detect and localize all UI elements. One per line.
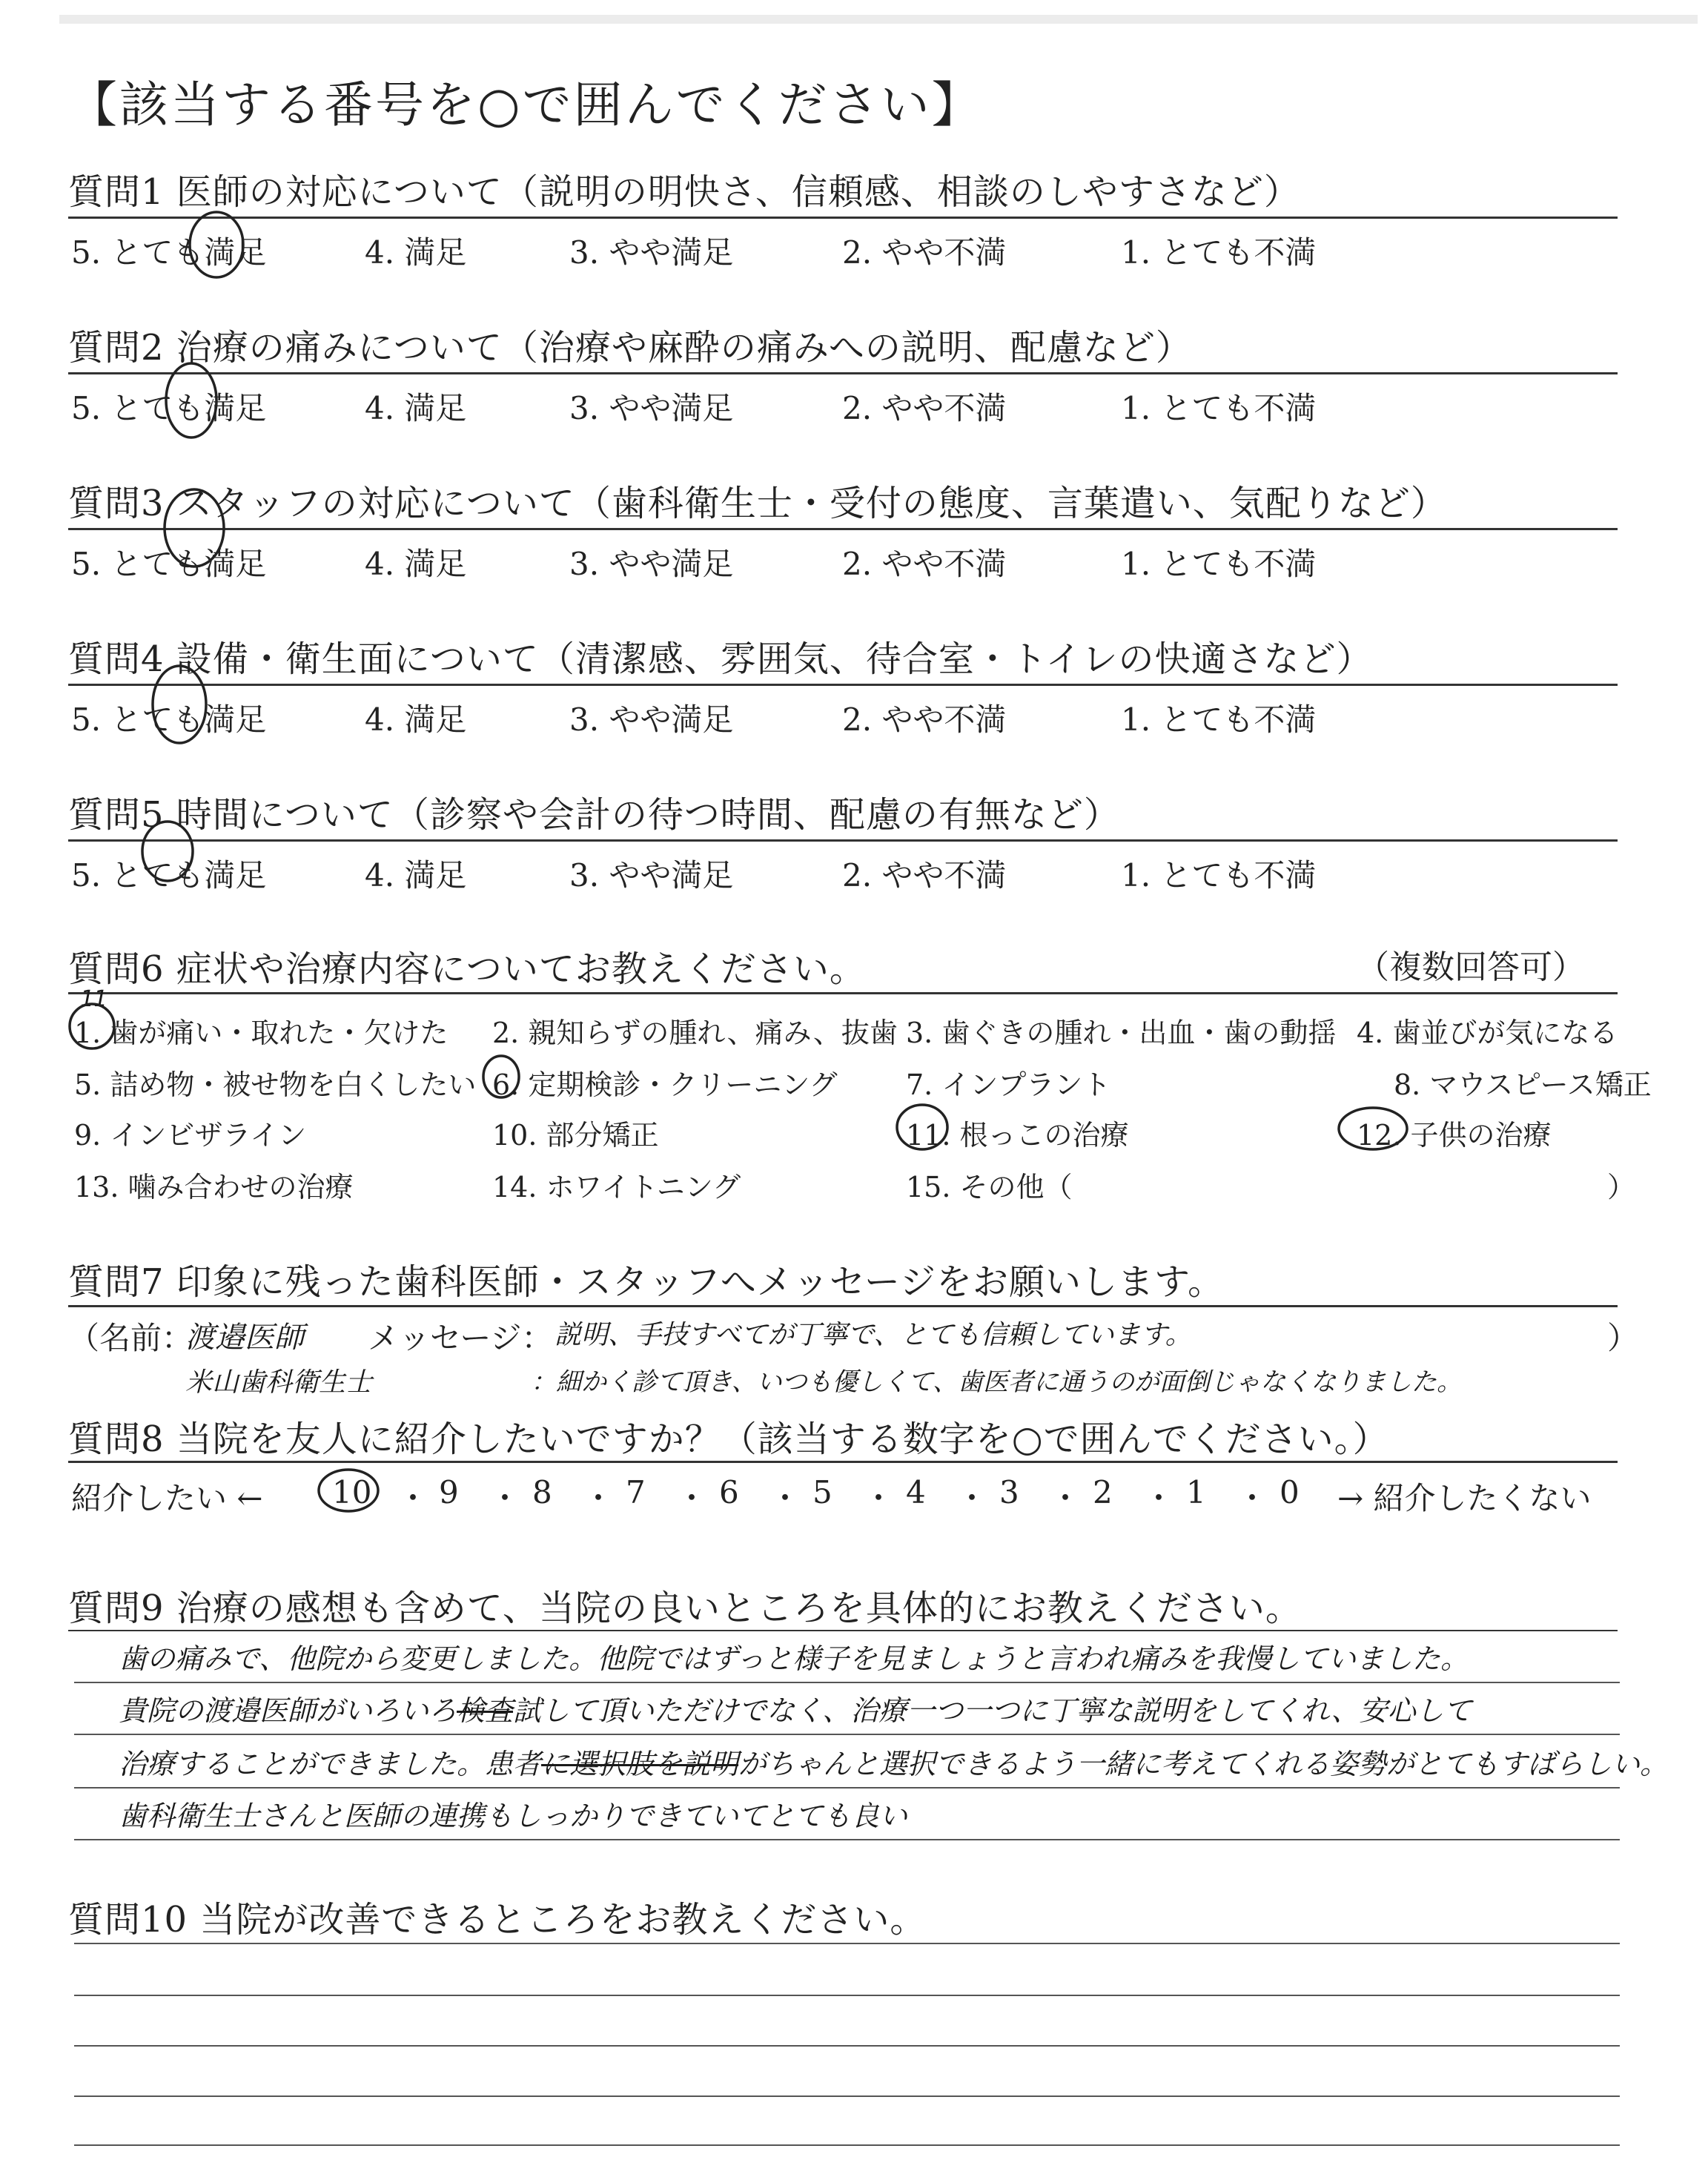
divider bbox=[68, 684, 1618, 686]
writing-line bbox=[74, 1734, 1620, 1735]
message-close: ） bbox=[1607, 1320, 1639, 1356]
question-7-title: 質問7 印象に残った歯科医師・スタッフへメッセージをお願いします。 bbox=[68, 1261, 1225, 1303]
writing-line[interactable] bbox=[74, 1995, 1620, 1996]
divider bbox=[68, 839, 1618, 842]
q5-option-4[interactable]: 4. 満足 bbox=[365, 857, 467, 894]
comment-line-2-end: 試して頂いただけでなく、治療一つ一つに丁寧な説明をしてくれ、安心して bbox=[513, 1694, 1472, 1727]
scale-dot: ・ bbox=[676, 1480, 708, 1516]
q6-option-14[interactable]: 14. ホワイトニング bbox=[492, 1171, 741, 1203]
q2-option-4[interactable]: 4. 満足 bbox=[365, 390, 467, 426]
q5-option-1[interactable]: 1. とても不満 bbox=[1121, 857, 1317, 894]
q3-option-4[interactable]: 4. 満足 bbox=[365, 546, 467, 582]
divider bbox=[68, 528, 1618, 530]
q5-option-2[interactable]: 2. やや不満 bbox=[842, 857, 1007, 894]
scale-9[interactable]: 9 bbox=[439, 1474, 459, 1510]
scale-dot: ・ bbox=[863, 1480, 895, 1516]
q6-option-4[interactable]: 4. 歯並びが気になる bbox=[1357, 1017, 1618, 1049]
q5-option-3[interactable]: 3. やや満足 bbox=[569, 857, 734, 894]
comment-line-3 bbox=[119, 1741, 1668, 1782]
writing-line[interactable] bbox=[74, 1943, 1620, 1944]
divider bbox=[68, 992, 1618, 994]
writing-line bbox=[74, 1839, 1620, 1840]
q6-option-8[interactable]: 8. マウスピース矯正 bbox=[1394, 1069, 1652, 1101]
staff-message-1: 説明、手技すべてが丁寧で、とても信頼しています。 bbox=[555, 1320, 1192, 1350]
q1-option-3[interactable]: 3. やや満足 bbox=[569, 234, 734, 271]
q6-option-7[interactable]: 7. インプラント bbox=[906, 1069, 1111, 1101]
q6-option-2[interactable]: 2. 親知らずの腫れ、痛み、抜歯 bbox=[492, 1017, 898, 1049]
divider bbox=[68, 1305, 1618, 1307]
comment-line-3-start: 治療することができました。患者 bbox=[119, 1748, 542, 1780]
q6-other-close: ） bbox=[1607, 1171, 1636, 1203]
comment-line-1: 歯の痛みで、他院から変更しました。他院ではずっと様子を見ましょうと言われ痛みを我慢していました。 bbox=[119, 1642, 1469, 1675]
writing-line[interactable] bbox=[74, 2144, 1620, 2146]
q6-option-12[interactable]: 12. 子供の治療 bbox=[1357, 1119, 1552, 1152]
scale-6[interactable]: 6 bbox=[719, 1474, 739, 1510]
q4-option-2[interactable]: 2. やや不満 bbox=[842, 701, 1007, 738]
writing-line[interactable] bbox=[74, 2045, 1620, 2047]
scale-3[interactable]: 3 bbox=[999, 1474, 1019, 1510]
comment-line-4: 歯科衛生士さんと医師の連携もしっかりできていてとても良い bbox=[119, 1800, 908, 1832]
multiple-answers-note: （複数回答可） bbox=[1357, 948, 1585, 986]
scale-dot: ・ bbox=[769, 1480, 801, 1516]
struck-text: 検査 bbox=[457, 1694, 514, 1727]
q1-option-4[interactable]: 4. 満足 bbox=[365, 234, 467, 271]
comment-line-2-start: 貴院の渡邉医師がいろいろ bbox=[119, 1694, 457, 1727]
q3-option-3[interactable]: 3. やや満足 bbox=[569, 546, 734, 582]
scale-dot: ・ bbox=[397, 1480, 429, 1516]
scale-7[interactable]: 7 bbox=[626, 1474, 646, 1510]
q6-option-13[interactable]: 13. 噛み合わせの治療 bbox=[74, 1171, 354, 1203]
comment-line-3-end: がちゃんと選択できるよう一緒に考えてくれる姿勢がとてもすばらしい。 bbox=[738, 1748, 1669, 1780]
writing-line bbox=[74, 1787, 1620, 1789]
question-8-title: 質問8 当院を友人に紹介したいですか？（該当する数字を○で囲んでください。） bbox=[68, 1418, 1389, 1460]
scale-dot: ・ bbox=[956, 1480, 988, 1516]
divider bbox=[68, 372, 1618, 374]
q4-option-5[interactable]: 5. とても満足 bbox=[71, 701, 267, 738]
question-3-title: 質問3 スタッフの対応について（歯科衛生士・受付の態度、言葉遣い、気配りなど） bbox=[68, 483, 1447, 524]
scan-edge bbox=[59, 15, 1698, 24]
q3-option-1[interactable]: 1. とても不満 bbox=[1121, 546, 1317, 582]
staff-name-1: 渡邉医師 bbox=[185, 1321, 304, 1355]
scale-0[interactable]: 0 bbox=[1280, 1474, 1300, 1510]
page-title: 【該当する番号を○で囲んでください】 bbox=[68, 76, 983, 133]
q6-option-10[interactable]: 10. 部分矯正 bbox=[492, 1119, 659, 1152]
scale-dot: ・ bbox=[1050, 1480, 1082, 1516]
staff-name-2: 米山歯科衛生士 bbox=[185, 1367, 373, 1398]
q6-option-15[interactable]: 15. その他（ bbox=[906, 1171, 1073, 1203]
divider bbox=[68, 1461, 1618, 1463]
divider bbox=[68, 217, 1618, 219]
question-6-title: 質問6 症状や治療内容についてお教えください。 bbox=[68, 948, 866, 990]
scale-8[interactable]: 8 bbox=[532, 1474, 552, 1510]
q2-option-5[interactable]: 5. とても満足 bbox=[71, 390, 267, 426]
question-4-title: 質問4 設備・衛生面について（清潔感、雰囲気、待合室・トイレの快適さなど） bbox=[68, 638, 1373, 680]
scale-dot: ・ bbox=[1143, 1480, 1175, 1516]
scale-dot: ・ bbox=[1237, 1480, 1268, 1516]
question-9-title: 質問9 治療の感想も含めて、当院の良いところを具体的にお教えください。 bbox=[68, 1588, 1302, 1629]
comment-line-2 bbox=[119, 1688, 1472, 1728]
q6-option-9[interactable]: 9. インビザライン bbox=[74, 1119, 307, 1152]
q6-option-1[interactable]: 1. 歯が痛い・取れた・欠けた bbox=[74, 1017, 448, 1049]
recommend-right-label: → 紹介したくない bbox=[1337, 1480, 1592, 1516]
q1-option-5[interactable]: 5. とても満足 bbox=[71, 234, 267, 271]
scale-dot: ・ bbox=[583, 1480, 615, 1516]
scale-4[interactable]: 4 bbox=[906, 1474, 926, 1510]
message-label: メッセージ： bbox=[368, 1320, 553, 1356]
q1-option-1[interactable]: 1. とても不満 bbox=[1121, 234, 1317, 271]
scale-1[interactable]: 1 bbox=[1186, 1474, 1206, 1510]
q6-option-5[interactable]: 5. 詰め物・被せ物を白くしたい bbox=[74, 1069, 477, 1101]
q3-option-2[interactable]: 2. やや不満 bbox=[842, 546, 1007, 582]
q6-handwritten-annotation: 11 bbox=[80, 986, 107, 1012]
q3-option-5[interactable]: 5. とても満足 bbox=[71, 546, 267, 582]
question-10-title: 質問10 当院が改善できるところをお教えください。 bbox=[68, 1899, 927, 1941]
q5-option-5[interactable]: 5. とても満足 bbox=[71, 857, 267, 894]
scale-5[interactable]: 5 bbox=[812, 1474, 833, 1510]
q4-option-3[interactable]: 3. やや満足 bbox=[569, 701, 734, 738]
scale-10[interactable]: 10 bbox=[332, 1474, 372, 1510]
q2-option-3[interactable]: 3. やや満足 bbox=[569, 390, 734, 426]
q6-option-6[interactable]: 6. 定期検診・クリーニング bbox=[492, 1069, 838, 1101]
q2-option-1[interactable]: 1. とても不満 bbox=[1121, 390, 1317, 426]
question-2-title: 質問2 治療の痛みについて（治療や麻酔の痛みへの説明、配慮など） bbox=[68, 327, 1192, 369]
scale-2[interactable]: 2 bbox=[1093, 1474, 1113, 1510]
scale-dot: ・ bbox=[489, 1480, 521, 1516]
q6-option-3[interactable]: 3. 歯ぐきの腫れ・出血・歯の動揺 bbox=[906, 1017, 1337, 1049]
recommend-left-label: 紹介したい ← bbox=[71, 1480, 263, 1516]
q4-option-4[interactable]: 4. 満足 bbox=[365, 701, 467, 738]
q4-option-1[interactable]: 1. とても不満 bbox=[1121, 701, 1317, 738]
writing-line[interactable] bbox=[74, 2095, 1620, 2097]
staff-message-2: ：細かく診て頂き、いつも優しくて、歯医者に通うのが面倒じゃなくなりました。 bbox=[531, 1367, 1462, 1397]
struck-text: に選択肢を説明 bbox=[541, 1748, 739, 1780]
q1-option-2[interactable]: 2. やや不満 bbox=[842, 234, 1007, 271]
divider bbox=[68, 1630, 1618, 1631]
q6-option-11[interactable]: 11. 根っこの治療 bbox=[906, 1119, 1129, 1152]
name-label: （名前： bbox=[68, 1320, 193, 1356]
q2-option-2[interactable]: 2. やや不満 bbox=[842, 390, 1007, 426]
question-1-title: 質問1 医師の対応について（説明の明快さ、信頼感、相談のしやすさなど） bbox=[68, 171, 1300, 213]
question-5-title: 質問5 時間について（診察や会計の待つ時間、配慮の有無など） bbox=[68, 794, 1120, 836]
writing-line bbox=[74, 1682, 1620, 1683]
